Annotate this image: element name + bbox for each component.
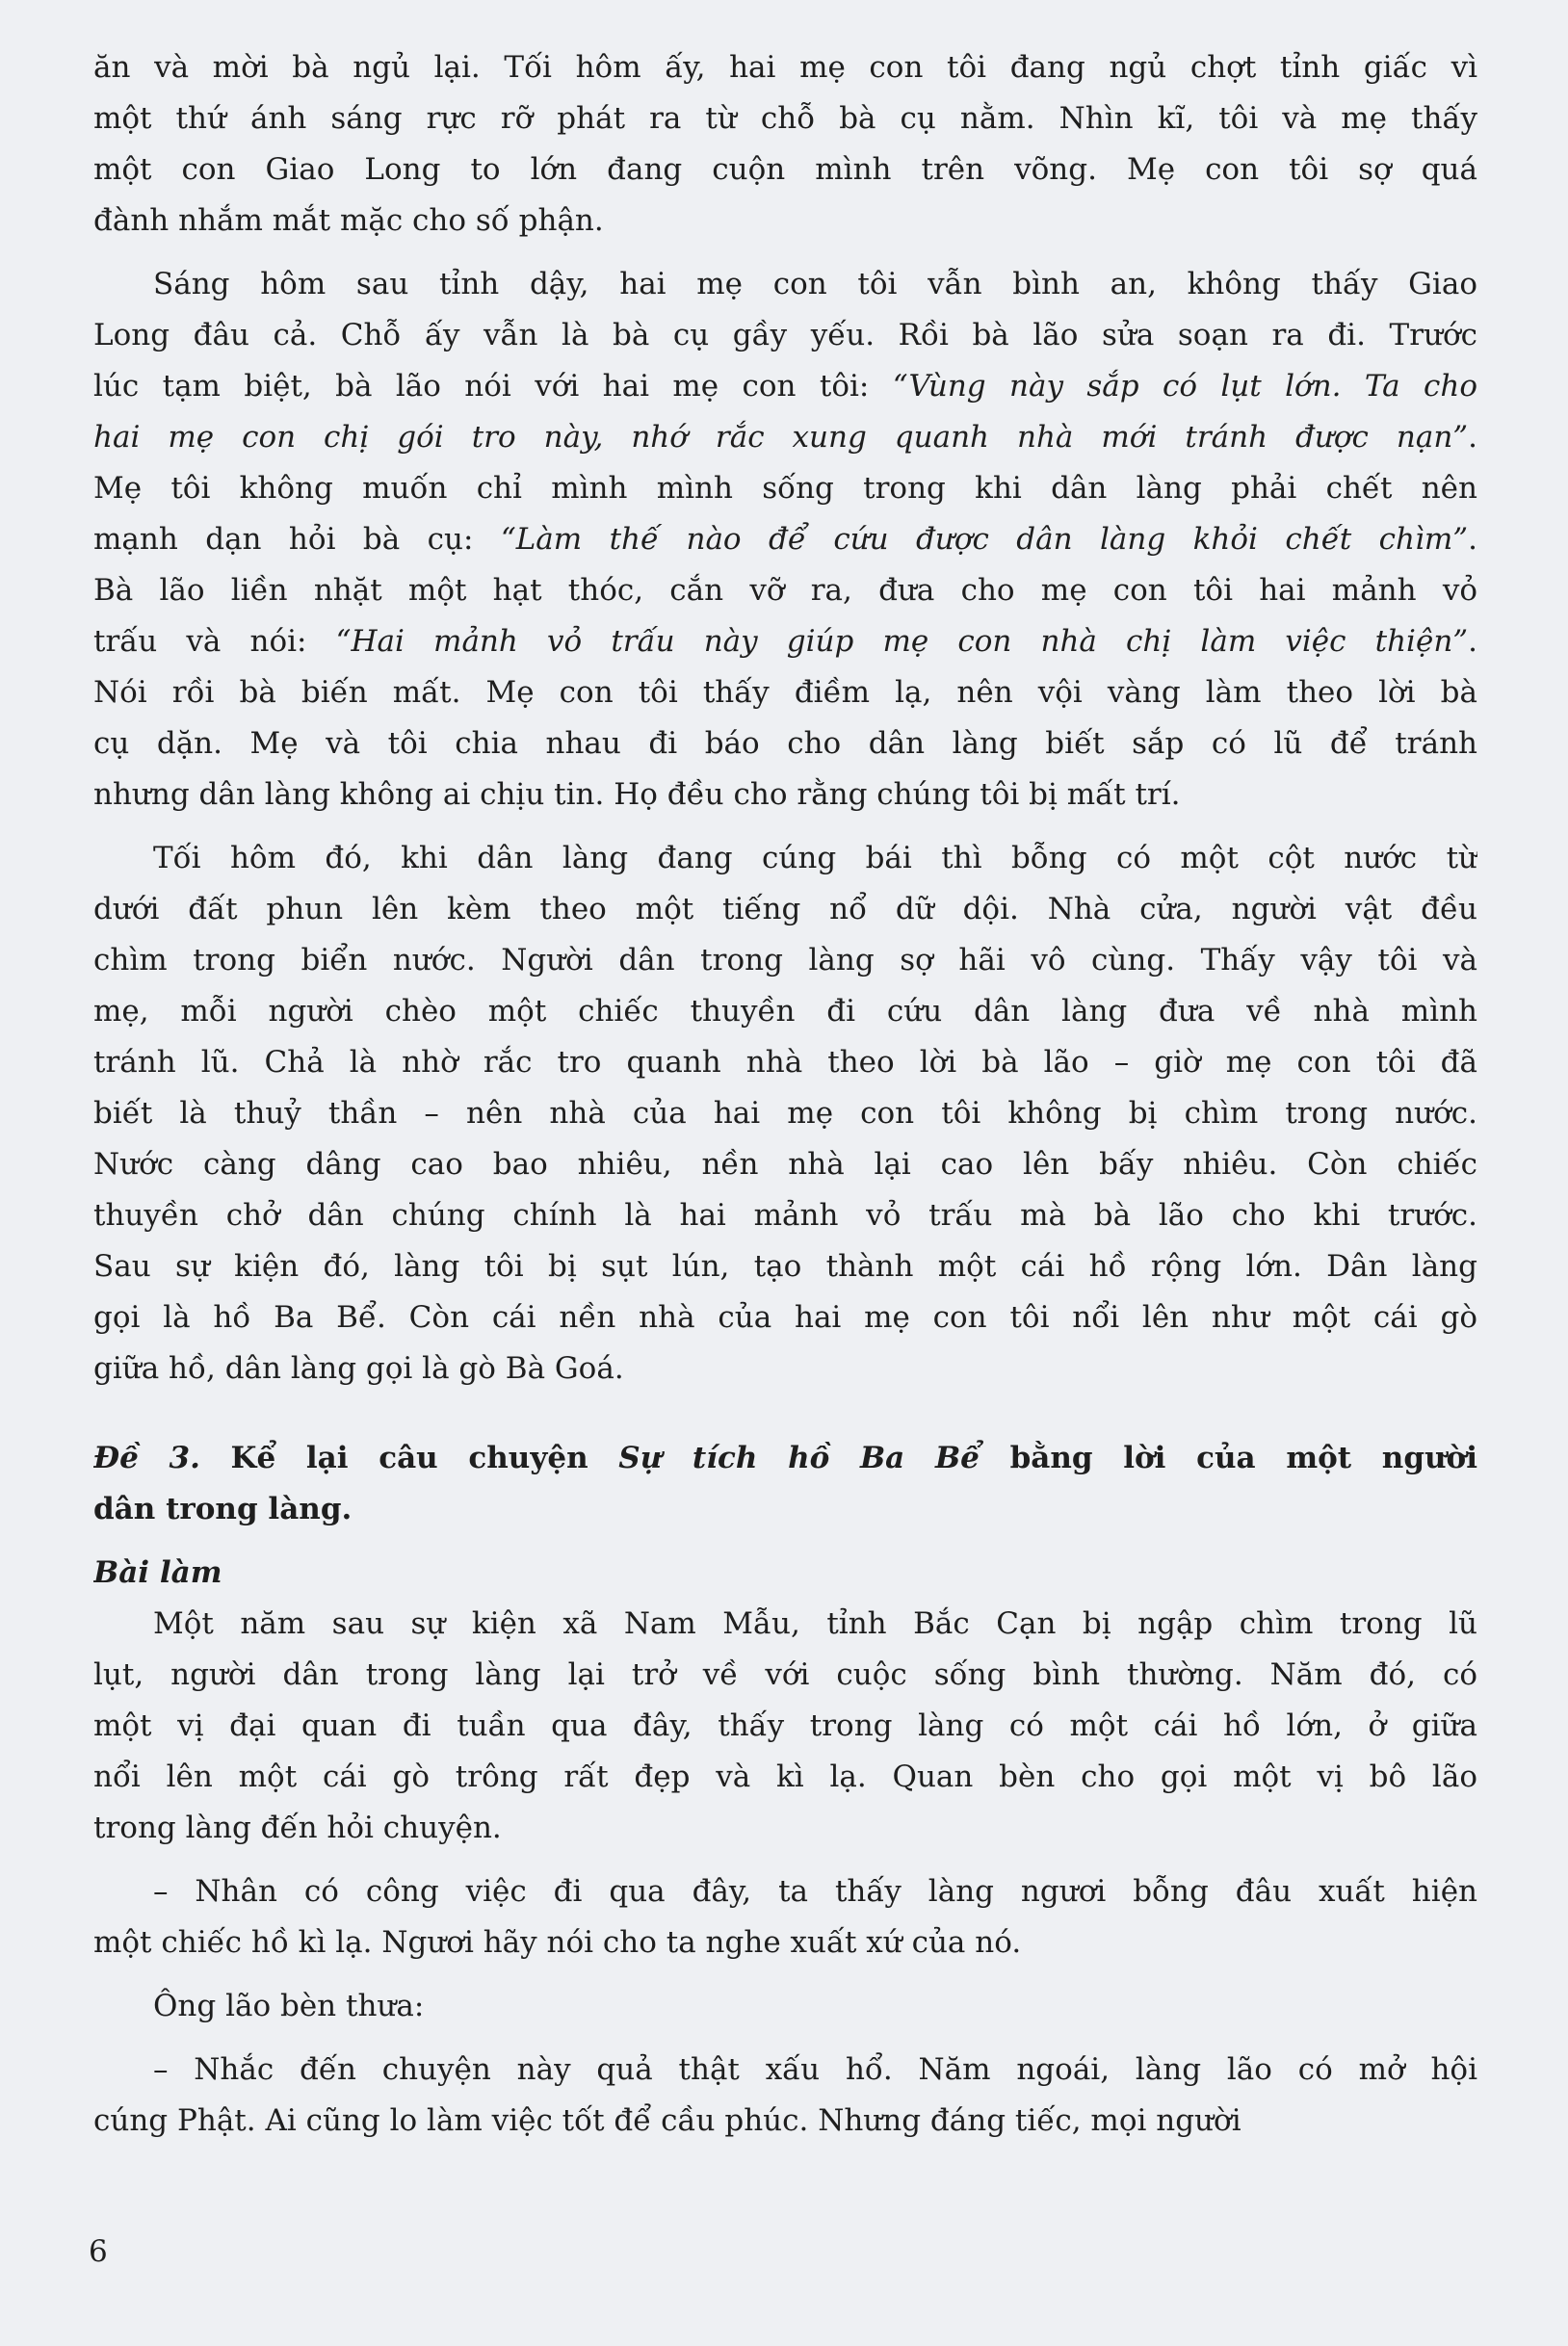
text-line: [93, 259, 1477, 310]
text-line: [93, 986, 1477, 1037]
text-line: [93, 361, 1477, 412]
answer-body: [93, 1599, 1477, 2147]
text-segment: Ông lão bèn thưa:: [153, 1989, 425, 2023]
paragraph: [93, 1866, 1477, 1968]
text-segment: cụ dặn. Mẹ và tôi chia nhau đi báo cho dân làng biết sắp có lũ để tránh: [93, 726, 1477, 761]
text-segment: Một năm sau sự kiện xã Nam Mẫu, tỉnh Bắc Cạn bị ngập chìm trong lũ: [153, 1606, 1477, 1641]
italic-text: hai mẹ con chị gói tro này, nhớ rắc xung quanh nhà mới tránh được nạn”: [93, 420, 1469, 455]
text-segment: một con Giao Long to lớn đang cuộn mình trên võng. Mẹ con tôi sợ quá: [93, 152, 1477, 187]
text-line: [93, 935, 1477, 986]
text-line: [93, 1139, 1477, 1190]
text-line: [93, 2096, 1477, 2147]
text-segment: bằng lời của một người: [979, 1441, 1477, 1475]
text-line: [93, 1701, 1477, 1752]
text-segment: ăn và mời bà ngủ lại. Tối hôm ấy, hai mẹ con tôi đang ngủ chợt tỉnh giấc vì: [93, 50, 1477, 85]
text-line: [93, 1803, 1477, 1854]
paragraph: [93, 259, 1477, 821]
text-segment: đành nhắm mắt mặc cho số phận.: [93, 203, 604, 238]
text-line: [93, 1599, 1477, 1650]
text-segment: nhưng dân làng không ai chịu tin. Họ đều cho rằng chúng tôi bị mất trí.: [93, 777, 1181, 812]
text-segment: .: [1468, 522, 1477, 557]
text-segment: – Nhắc đến chuyện này quả thật xấu hổ. Năm ngoái, làng lão có mở hội: [153, 2052, 1477, 2087]
text-line: [93, 884, 1477, 935]
text-segment: lúc tạm biệt, bà lão nói với hai mẹ con tôi:: [93, 369, 893, 404]
paragraph: [93, 2045, 1477, 2147]
text-line: [93, 1088, 1477, 1139]
text-segment: Nói rồi bà biến mất. Mẹ con tôi thấy điềm lạ, nên vội vàng làm theo lời bà: [93, 675, 1477, 710]
text-segment: gọi là hồ Ba Bể. Còn cái nền nhà của hai mẹ con tôi nổi lên như một cái gò: [93, 1300, 1477, 1335]
text-line: [93, 1917, 1477, 1968]
paragraph: [93, 42, 1477, 247]
text-line: [93, 1433, 1477, 1484]
text-segment: một chiếc hồ kì lạ. Ngươi hãy nói cho ta nghe xuất xứ của nó.: [93, 1925, 1022, 1960]
text-segment: dưới đất phun lên kèm theo một tiếng nổ dữ dội. Nhà cửa, người vật đều: [93, 892, 1477, 926]
text-line: [93, 42, 1477, 93]
text-segment: dân trong làng.: [93, 1492, 353, 1526]
text-segment: Sau sự kiện đó, làng tôi bị sụt lún, tạo thành một cái hồ rộng lớn. Dân làng: [93, 1249, 1477, 1284]
text-segment: tránh lũ. Chả là nhờ rắc tro quanh nhà theo lời bà lão – giờ mẹ con tôi đã: [93, 1045, 1477, 1080]
text-segment: cúng Phật. Ai cũng lo làm việc tốt để cầu phúc. Nhưng đáng tiếc, mọi người: [93, 2103, 1241, 2138]
text-line: [93, 718, 1477, 769]
text-segment: Kể lại câu chuyện: [230, 1441, 619, 1475]
text-line: [93, 1241, 1477, 1292]
text-segment: thuyền chở dân chúng chính là hai mảnh vỏ trấu mà bà lão cho khi trước.: [93, 1198, 1477, 1233]
text-line: [93, 833, 1477, 884]
text-segment: Bà lão liền nhặt một hạt thóc, cắn vỡ ra, đưa cho mẹ con tôi hai mảnh vỏ: [93, 573, 1477, 608]
story-body: [93, 42, 1477, 1395]
text-line: [93, 1484, 1477, 1535]
text-segment: .: [1468, 420, 1477, 455]
paragraph: [93, 1599, 1477, 1854]
text-segment: một vị đại quan đi tuần qua đây, thấy trong làng có một cái hồ lớn, ở giữa: [93, 1708, 1477, 1743]
paragraph: [93, 833, 1477, 1395]
text-line: [93, 1981, 1477, 2032]
text-segment: lụt, người dân trong làng lại trở về với cuộc sống bình thường. Năm đó, có: [93, 1657, 1477, 1692]
answer-subtitle: Bài làm: [93, 1555, 222, 1590]
text-line: [93, 144, 1477, 196]
text-segment: Tối hôm đó, khi dân làng đang cúng bái thì bỗng có một cột nước từ: [153, 841, 1477, 875]
italic-text: “Vùng này sắp có lụt lớn. Ta cho: [892, 369, 1477, 404]
text-line: [93, 769, 1477, 821]
text-line: [93, 667, 1477, 718]
text-line: [93, 514, 1477, 565]
text-line: [93, 1292, 1477, 1343]
text-segment: mạnh dạn hỏi bà cụ:: [93, 522, 501, 557]
text-line: [93, 1752, 1477, 1803]
text-segment: giữa hồ, dân làng gọi là gò Bà Goá.: [93, 1351, 624, 1386]
text-line: [93, 1343, 1477, 1395]
text-line: [93, 1037, 1477, 1088]
text-line: [93, 196, 1477, 247]
text-segment: Nước càng dâng cao bao nhiêu, nền nhà lại cao lên bấy nhiêu. Còn chiếc: [93, 1147, 1477, 1182]
text-segment: .: [1468, 624, 1477, 659]
book-page: [93, 42, 1477, 2159]
italic-text: Sự tích hồ Ba Bể: [618, 1441, 980, 1475]
text-line: [93, 463, 1477, 514]
text-line: [93, 310, 1477, 361]
text-line: [93, 1866, 1477, 1917]
text-line: [93, 1650, 1477, 1701]
text-segment: Mẹ tôi không muốn chỉ mình mình sống trong khi dân làng phải chết nên: [93, 471, 1477, 506]
exercise-heading: [93, 1433, 1477, 1535]
text-segment: Sáng hôm sau tỉnh dậy, hai mẹ con tôi vẫn bình an, không thấy Giao: [153, 267, 1477, 301]
text-line: [93, 93, 1477, 144]
text-segment: trấu và nói:: [93, 624, 336, 659]
text-segment: trong làng đến hỏi chuyện.: [93, 1811, 502, 1845]
text-segment: một thứ ánh sáng rực rỡ phát ra từ chỗ bà cụ nằm. Nhìn kĩ, tôi và mẹ thấy: [93, 101, 1477, 136]
text-line: [93, 412, 1477, 463]
paragraph: [93, 1981, 1477, 2032]
page-number: 6: [89, 2234, 108, 2269]
text-line: [93, 616, 1477, 667]
text-segment: biết là thuỷ thần – nên nhà của hai mẹ con tôi không bị chìm trong nước.: [93, 1096, 1477, 1131]
italic-text: “Hai mảnh vỏ trấu này giúp mẹ con nhà chị làm việc thiện”: [335, 624, 1469, 659]
italic-text: Đề 3.: [93, 1441, 231, 1475]
text-segment: nổi lên một cái gò trông rất đẹp và kì lạ. Quan bèn cho gọi một vị bô lão: [93, 1760, 1477, 1794]
italic-text: “Làm thế nào để cứu được dân làng khỏi chết chìm”: [500, 522, 1469, 557]
text-line: [93, 1190, 1477, 1241]
text-segment: – Nhân có công việc đi qua đây, ta thấy làng ngươi bỗng đâu xuất hiện: [153, 1874, 1477, 1909]
text-segment: Long đâu cả. Chỗ ấy vẫn là bà cụ gầy yếu. Rồi bà lão sửa soạn ra đi. Trước: [93, 318, 1477, 352]
text-segment: chìm trong biển nước. Người dân trong làng sợ hãi vô cùng. Thấy vậy tôi và: [93, 943, 1477, 978]
text-line: [93, 2045, 1477, 2096]
text-segment: mẹ, mỗi người chèo một chiếc thuyền đi cứu dân làng đưa về nhà mình: [93, 994, 1477, 1029]
text-line: [93, 565, 1477, 616]
